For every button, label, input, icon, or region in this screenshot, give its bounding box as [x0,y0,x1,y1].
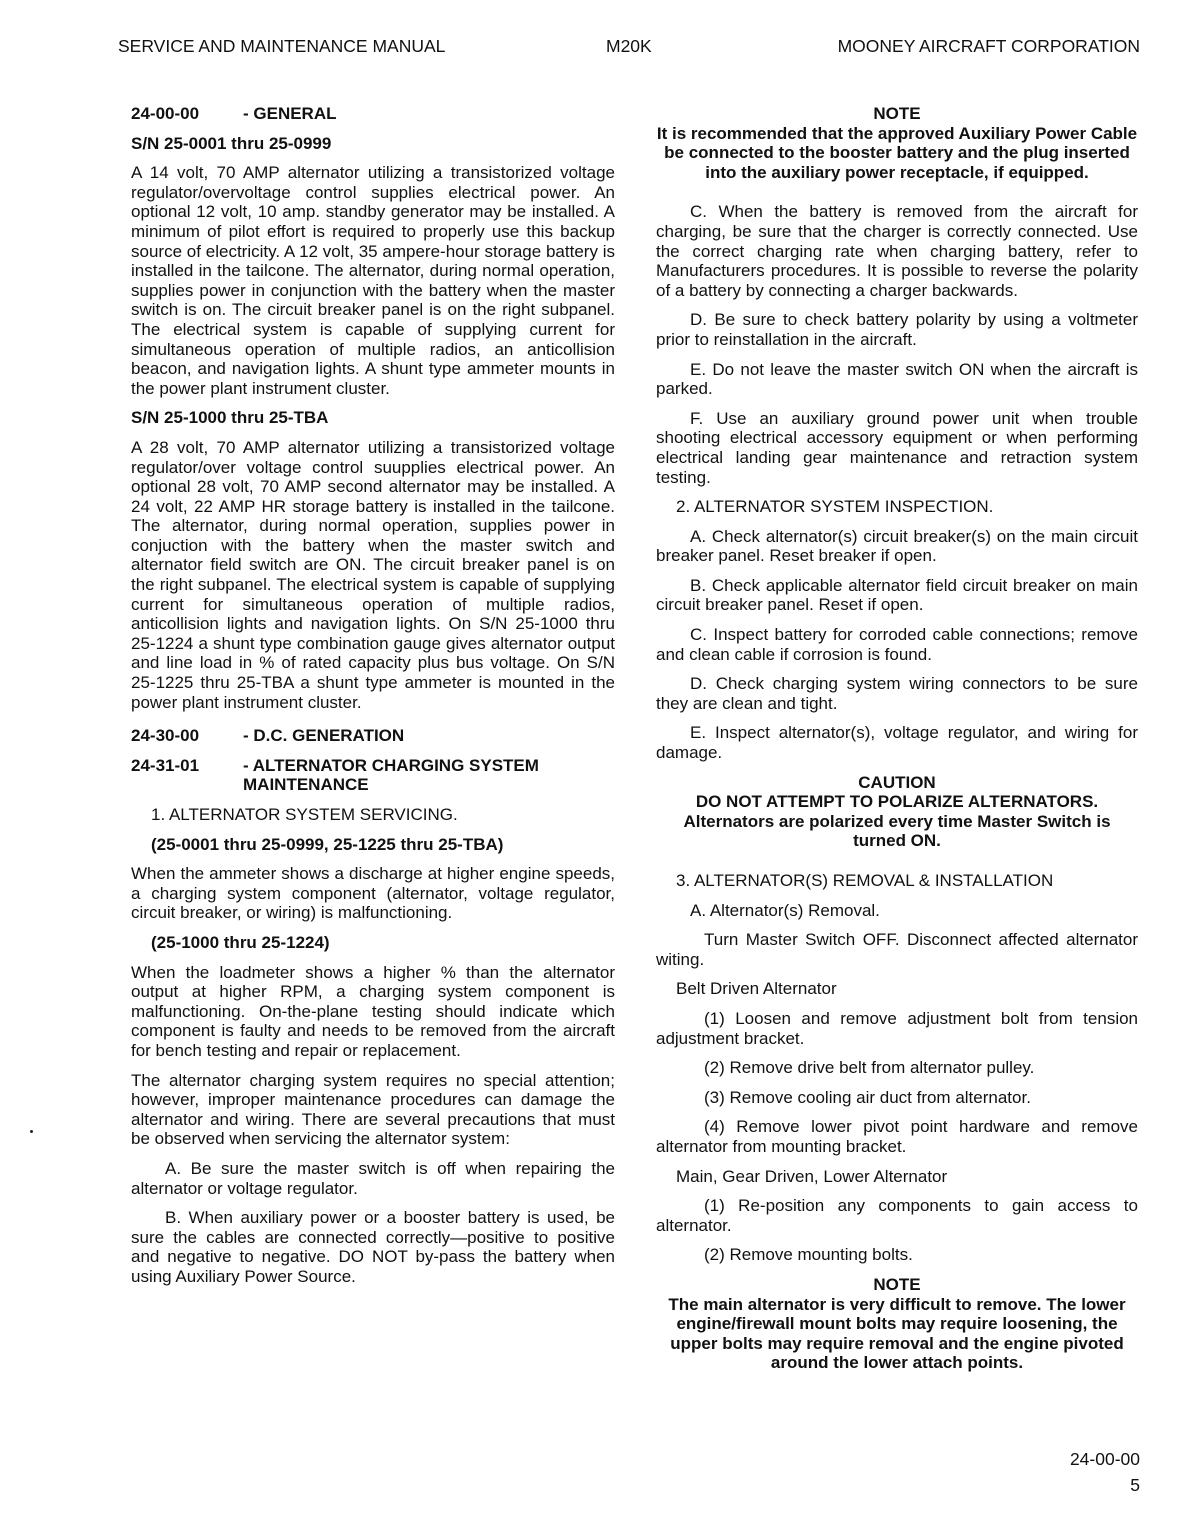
removal-step: (4) Remove lower pivot point hardware and remove alternator from mounting bracket. [656,1117,1138,1156]
removal-step: (1) Loosen and remove adjustment bolt from tension adjustment bracket. [656,1008,1138,1048]
right-column [656,104,1138,1393]
header-manual-title: SERVICE AND MAINTENANCE MANUAL [118,36,446,56]
serial-range-heading: (25-0001 thru 25-0999, 25-1225 thru 25-TBA) [151,834,504,854]
paragraph: A 14 volt, 70 AMP alternator utilizing a transistorized voltage regulator/overvoltage control supplies electrical power. An optional 12 volt, 10 amp. standby generator may be installed. A minimum of pilot effort is required to properly use this backup source of electricity. A 12 volt, 35 ampere-hour storage battery is installed in the tailcone. The alternator, during normal operation, supplies power in conjunction with the battery when the master switch is on. The circuit breaker panel is on the right subpanel. The electrical system is capable of supplying current for simultaneous operation of multiple radios, an anticollision beacon, and navigation lights. A shunt type ammeter mounts in the power plant instrument cluster. [131,163,615,398]
paragraph: When the ammeter shows a discharge at higher engine speeds, a charging system component (alternator, voltage regulator, circuit breaker, or wiring) is malfunctioning. [131,864,615,923]
section-number: 24-30-00 [131,726,200,746]
section-title: - GENERAL [243,104,337,123]
inspection-step: A. Check alternator(s) circuit breaker(s) on the main circuit breaker panel. Reset breaker if open. [656,526,1138,566]
caution-title: CAUTION [858,772,936,792]
note-title: NOTE [873,104,921,123]
removal-step: (2) Remove drive belt from alternator pulley. [704,1058,1035,1078]
header-model: M20K [606,36,652,56]
paragraph: The alternator charging system requires no special attention; however, improper maintenance procedures can damage the alternator and wiring. There are several precautions that must be observed when servicing the alternator system: [131,1070,615,1149]
precaution-step: B. When auxiliary power or a booster battery is used, be sure the cables are connected correctly—positive to positive and negative to negative. DO NOT by-pass the battery when using Auxiliary Power Source. [131,1208,615,1286]
section-number: 24-00-00 [131,104,200,123]
item-heading: 1. ALTERNATOR SYSTEM SERVICING. [151,805,458,824]
inspection-step: B. Check applicable alternator field circuit breaker on main circuit breaker panel. Reset if open. [656,575,1138,615]
serial-range-heading: S/N 25-0001 thru 25-0999 [131,133,332,153]
sub-heading: A. Alternator(s) Removal. [690,900,880,920]
note-text: It is recommended that the approved Auxiliary Power Cable be connected to the booster battery and the plug inserted into the auxiliary power receptacle, if equipped. [656,123,1138,182]
precaution-step: E. Do not leave the master switch ON when the aircraft is parked. [656,359,1138,399]
removal-step: (3) Remove cooling air duct from alternator. [704,1087,1031,1107]
section-number: 24-31-01 [131,755,200,775]
precaution-step: A. Be sure the master switch is off when repairing the alternator or voltage regulator. [131,1158,615,1198]
note-text: The main alternator is very difficult to remove. The lower engine/firewall mount bolts may require loosening, the upper bolts may require removal and the engine pivoted around the lower attach points. [668,1294,1126,1373]
precaution-step: D. Be sure to check battery polarity by using a voltmeter prior to reinstallation in the aircraft. [656,310,1138,349]
paragraph: Turn Master Switch OFF. Disconnect affected alternator witing. [656,930,1138,969]
caution-text: DO NOT ATTEMPT TO POLARIZE ALTERNATORS. Alternators are polarized every time Master Switch is turned ON. [683,792,1111,851]
page-number: 5 [1130,1475,1140,1495]
sub-heading: Belt Driven Alternator [676,979,837,999]
page-footer [1070,1446,1140,1498]
section-heading-dc-generation [131,726,615,746]
item-heading: 3. ALTERNATOR(S) REMOVAL & INSTALLATION [676,871,1054,890]
caution-box [656,773,1138,851]
note-title: NOTE [873,1274,921,1294]
paragraph: A 28 volt, 70 AMP alternator utilizing a transistorized voltage regulator/over voltage control suupplies electrical power. An optional 28 volt, 70 AMP second alternator may be installed. A 24 volt, 22 AMP HR storage battery is installed in the tailcone. The alternator, during normal operation, supplies power in conjuction with the battery when the master switch and alternator field switch are ON. The circuit breaker panel is on the right subpanel. The electrical system is capable of supplying current for simultaneous operation of multiple radios, anticollision lights and navigation lights. On S/N 25-1000 thru 25-1224 a shunt type combination gauge gives alternator output and line load in % of rated capacity plus bus voltage. On S/N 25-1225 thru 25-TBA a shunt type ammeter is mounted in the power plant instrument cluster. [131,437,615,712]
page-header [118,36,1140,64]
inspection-step: C. Inspect battery for corroded cable connections; remove and clean cable if corrosion is found. [656,625,1138,664]
footer-section-number: 24-00-00 [1069,1449,1140,1469]
inspection-step: D. Check charging system wiring connectors to be sure they are clean and tight. [656,674,1138,713]
section-heading-general [131,104,615,124]
scan-speck [30,1130,33,1133]
precaution-step: F. Use an auxiliary ground power unit when trouble shooting electrical accessory equipment or when performing electrical landing gear maintenance and retraction system testing. [656,408,1138,487]
paragraph: When the loadmeter shows a higher % than the alternator output at higher RPM, a charging system component is malfunctioning. On-the-plane testing should indicate which component is faulty and needs to be removed from the aircraft for bench testing and repair or replacement. [131,962,615,1060]
section-title: - D.C. GENERATION [243,726,405,746]
item-heading: 2. ALTERNATOR SYSTEM INSPECTION. [676,497,994,517]
section-title: - ALTERNATOR CHARGING SYSTEM MAINTENANCE [243,755,539,795]
note-box [656,104,1138,182]
serial-range-heading: S/N 25-1000 thru 25-TBA [131,408,329,428]
removal-step: (1) Re-position any components to gain access to alternator. [656,1196,1138,1235]
note-box [656,1275,1138,1373]
precaution-step: C. When the battery is removed from the aircraft for charging, be sure that the charger is correctly connected. Use the correct charging rate when charging battery, refer to Manufacturers procedures. It is possible to reverse the polarity of a battery by connecting a charger backwards. [656,202,1138,300]
section-heading-charging-system [131,756,615,795]
sub-heading: Main, Gear Driven, Lower Alternator [676,1166,948,1186]
serial-range-heading: (25-1000 thru 25-1224) [151,932,330,952]
header-company: MOONEY AIRCRAFT CORPORATION [837,36,1140,56]
removal-step: (2) Remove mounting bolts. [704,1245,913,1265]
left-column [131,104,615,1296]
inspection-step: E. Inspect alternator(s), voltage regulator, and wiring for damage. [656,723,1138,763]
